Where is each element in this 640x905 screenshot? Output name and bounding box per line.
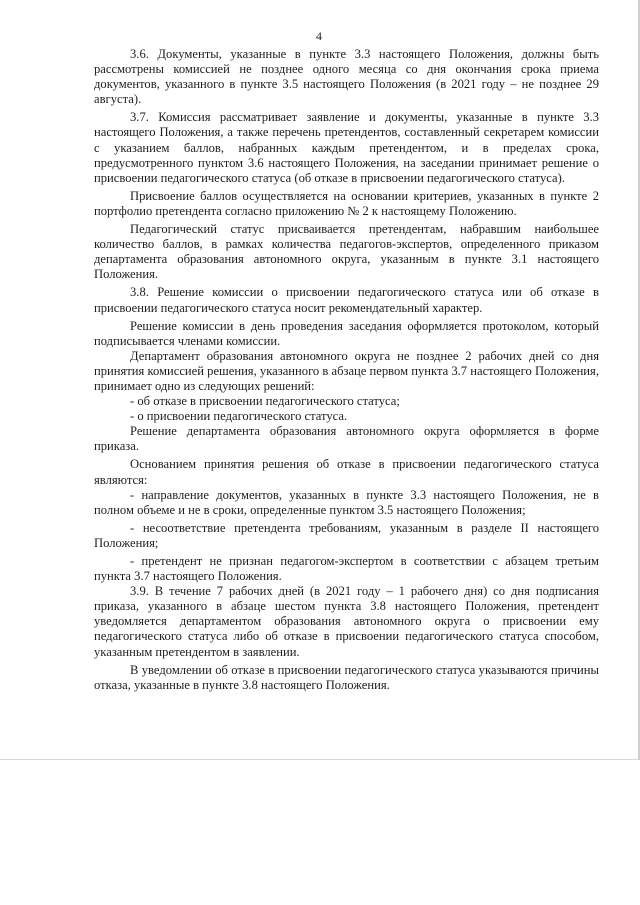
paragraph-notification: В уведомлении об отказе в присвоении педагогического статуса указываются причины отказа, указанные в пункте 3.8 настоящего Положения. — [94, 662, 599, 692]
paragraph-points-assignment: Присвоение баллов осуществляется на основании критериев, указанных в пункте 2 портфолио претендента согласно приложению № 2 к настоящему Положению. — [94, 188, 599, 218]
paragraph-3-8: 3.8. Решение комиссии о присвоении педагогического статуса или об отказе в присвоении педагогического статуса носит рекомендательный характер. — [94, 285, 599, 315]
paragraph-3-6: 3.6. Документы, указанные в пункте 3.3 настоящего Положения, должны быть рассмотрены комиссией не позднее одного месяца со дня окончания срока приема документов, указанного в пункте 3.5 настоящего Положения (в 2021 году – не позднее 29 августа). — [94, 47, 599, 107]
list-item-refusal: - об отказе в присвоении педагогического статуса; — [130, 394, 400, 409]
paragraph-order-form: Решение департамента образования автономного округа оформляется в форме приказа. — [94, 424, 599, 454]
paragraph-protocol: Решение комиссии в день проведения заседания оформляется протоколом, который подписывается членами комиссии. — [94, 318, 599, 348]
paragraph-refusal-grounds: Основанием принятия решения об отказе в присвоении педагогического статуса являются: — [94, 457, 599, 487]
document-body — [94, 47, 599, 693]
list-item-incomplete-documents: - направление документов, указанных в пункте 3.3 настоящего Положения, не в полном объеме и не в сроки, определенные пунктом 3.5 настоящего Положения; — [94, 487, 599, 517]
list-item-noncompliance: - несоответствие претендента требованиям, указанным в разделе II настоящего Положения; — [94, 520, 599, 550]
paragraph-3-7: 3.7. Комиссия рассматривает заявление и документы, указанные в пункте 3.3 настоящего Положения, а также перечень претендентов, составленный секретарем комиссии с указанием баллов, набранных каждым претендентом, и в пределах срока, предусмотренного пунктом 3.6 настоящего Положения, на заседании принимает решение о присвоении педагогического статуса (об отказе в присвоении педагогического статуса). — [94, 110, 599, 185]
paragraph-3-9: 3.9. В течение 7 рабочих дней (в 2021 году – 1 рабочего дня) со дня подписания приказа, указанного в абзаце шестом пункта 3.8 настоящего Положения, претендент уведомляется департаментом образования автономного округа о присвоении ему педагогического статуса либо об отказе в присвоении педагогического статуса способом, указанным претендентом в заявлении. — [94, 584, 599, 659]
page-number: 4 — [316, 29, 322, 43]
paragraph-department-decision: Департамент образования автономного округа не позднее 2 рабочих дней со дня принятия комиссией решения, указанного в абзаце первом пункта 3.7 настоящего Положения, принимает одно из следующих решений: — [94, 348, 599, 393]
list-item-not-recognized: - претендент не признан педагогом-экспертом в соответствии с абзацем третьим пункта 3.7 настоящего Положения. — [94, 554, 599, 584]
paragraph-status-assignment: Педагогический статус присваивается претендентам, набравшим наибольшее количество баллов, в рамках количества педагогов-экспертов, определенного приказом департамента образования автономного округа, указанным в пункте 3.1 настоящего Положения. — [94, 222, 599, 282]
list-item-assignment: - о присвоении педагогического статуса. — [130, 409, 348, 424]
